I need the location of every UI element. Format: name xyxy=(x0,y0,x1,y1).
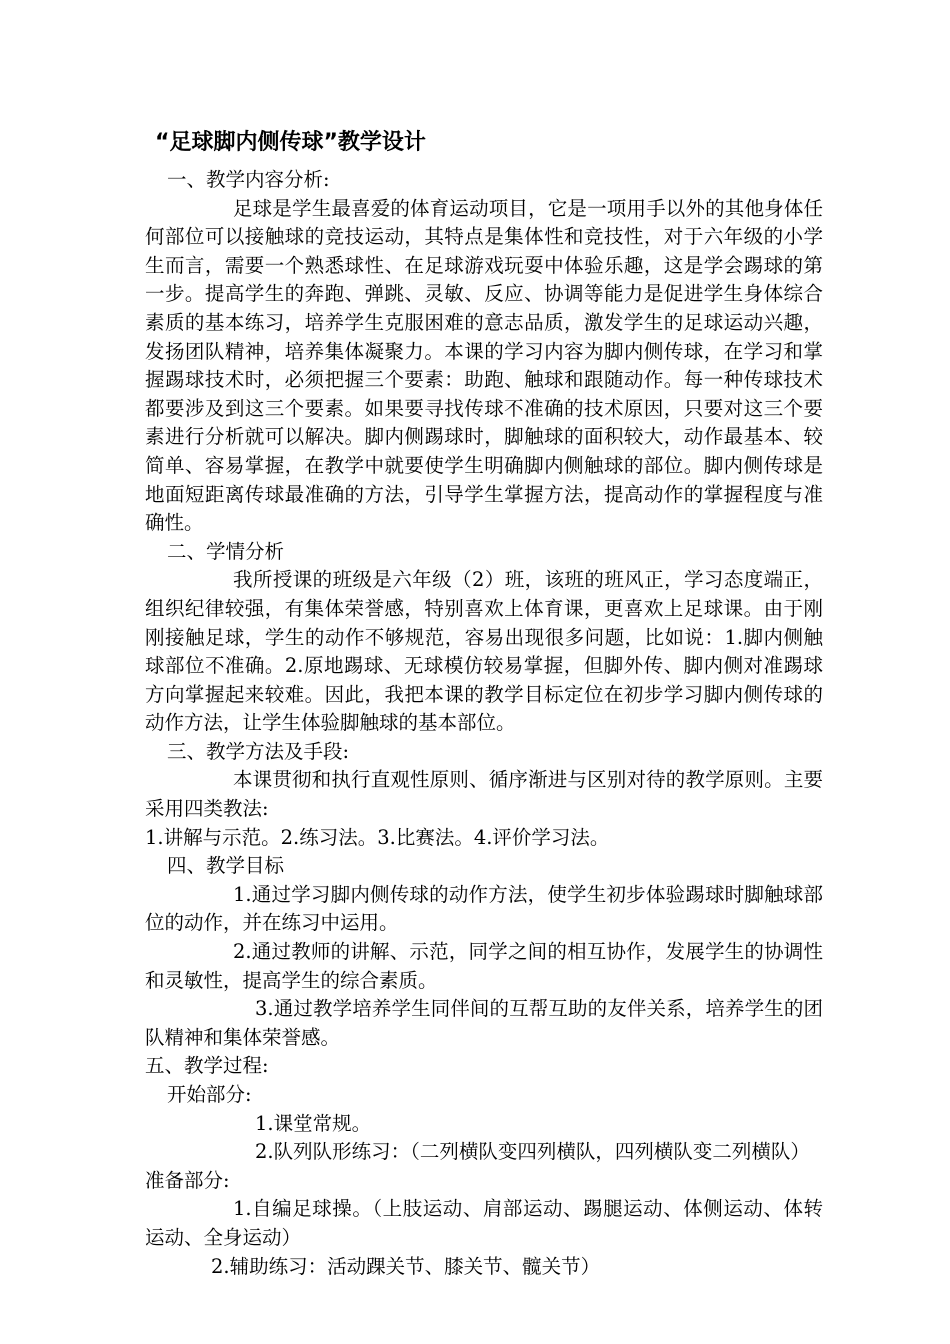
paragraph-content-analysis: 足球是学生最喜爱的体育运动项目，它是一项用手以外的其他身体任何部位可以接触球的竞技运动，其特点是集体性和竞技性，对于六年级的小学生而言，需要一个熟悉球性、在足球游戏玩耍中体验乐趣，这是学会踢球的第一步。提高学生的奔跑、弹跳、灵敏、反应、协调等能力是促进学生身体综合素质的基本练习，培养学生克服困难的意志品质，激发学生的足球运动兴趣，发扬团队精神，培养集体凝聚力。本课的学习内容为脚内侧传球，在学习和掌握踢球技术时，必须把握三个要素：助跑、触球和跟随动作。每一种传球技术都要涉及到这三个要素。如果要寻找传球不准确的技术原因，只要对这三个要素进行分析就可以解决。脚内侧踢球时，脚触球的面积较大，动作最基本、较简单、容易掌握，在教学中就要使学生明确脚内侧触球的部位。脚内侧传球是地面短距离传球最准确的方法，引导学生掌握方法，提高动作的掌握程度与准确性。 xyxy=(145,196,823,535)
section-heading-teaching-goals: 四、教学目标 xyxy=(167,854,285,878)
paragraph-student-analysis: 我所授课的班级是六年级（2）班，该班的班风正，学习态度端正，组织纪律较强，有集体荣誉感，特别喜欢上体育课，更喜欢上足球课。由于刚刚接触足球，学生的动作不够规范，容易出现很多问题，比如说：1.脚内侧触球部位不准确。2.原地踢球、无球模仿较易掌握，但脚外传、脚内侧对准踢球方向掌握起来较难。因此，我把本课的教学目标定位在初步学习脚内侧传球的动作方法，让学生体验脚触球的基本部位。 xyxy=(145,568,823,735)
section-heading-student-analysis: 二、学情分析 xyxy=(167,539,285,563)
list-item-formation-drill: 2.队列队形练习：（二列横队变四列横队，四列横队变二列横队） xyxy=(255,1140,810,1164)
section-heading-teaching-process: 五、教学过程: xyxy=(145,1054,269,1078)
paragraph-teaching-methods: 本课贯彻和执行直观性原则、循序渐进与区别对待的教学原则。主要采用四类教法: xyxy=(145,768,823,821)
list-item-auxiliary-practice: 2.辅助练习：活动踝关节、膝关节、髋关节） xyxy=(211,1254,601,1278)
section-heading-content-analysis: 一、教学内容分析: xyxy=(167,168,330,191)
document-page xyxy=(145,128,823,1281)
subheading-preparation-part: 准备部分: xyxy=(145,1168,230,1192)
section-heading-teaching-methods: 三、教学方法及手段: xyxy=(167,739,350,763)
paragraph-goal-2: 2.通过教师的讲解、示范，同学之间的相互协作，发展学生的协调性和灵敏性，提高学生的综合素质。 xyxy=(145,940,823,992)
subheading-opening-part: 开始部分: xyxy=(167,1083,252,1106)
paragraph-teaching-methods-list: 1.讲解与示范。2.练习法。3.比赛法。4.评价学习法。 xyxy=(145,825,610,849)
paragraph-goal-1: 1.通过学习脚内侧传球的动作方法，使学生初步体验踢球时脚触球部位的动作，并在练习中运用。 xyxy=(145,882,823,935)
list-item-football-exercise: 1.自编足球操。（上肢运动、肩部运动、踢腿运动、体侧运动、体转运动、全身运动） xyxy=(145,1197,823,1249)
list-item-class-routine: 1.课堂常规。 xyxy=(255,1111,372,1135)
document-title: “足球脚内侧传球”教学设计 xyxy=(155,130,426,155)
paragraph-goal-3: 3.通过教学培养学生同伴间的互帮互助的友伴关系，培养学生的团队精神和集体荣誉感。 xyxy=(145,997,823,1049)
